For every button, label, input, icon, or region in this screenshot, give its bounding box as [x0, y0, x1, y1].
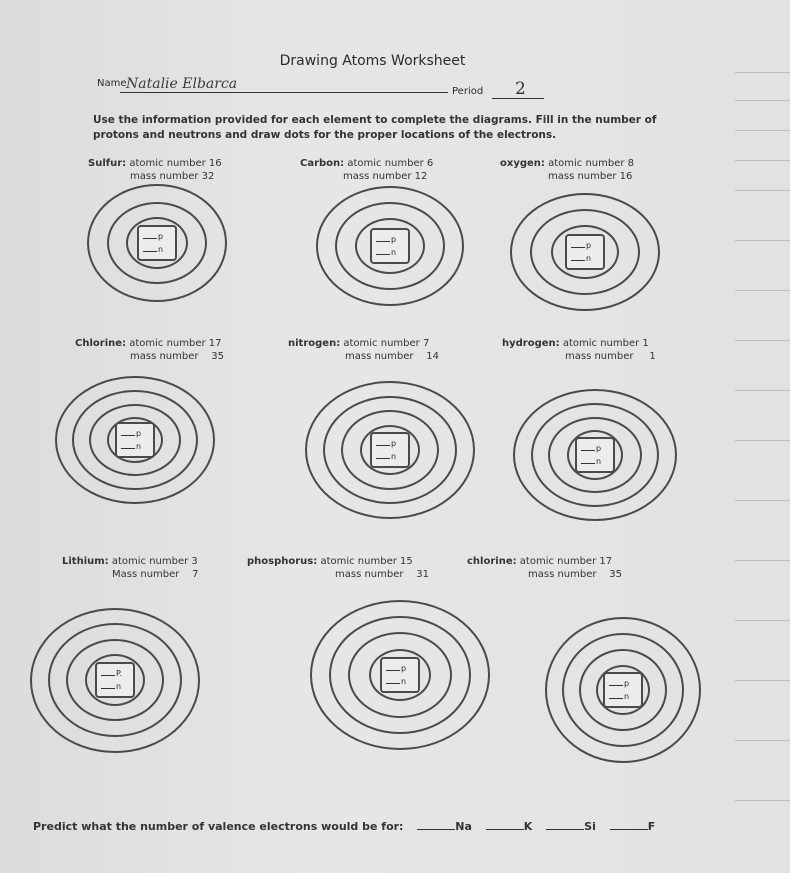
protons-label: P. [116, 669, 123, 678]
period-label: Period [452, 86, 484, 97]
element-name: phosphorus: [247, 556, 318, 567]
neutrons-label: n [596, 457, 602, 466]
element-k: K [523, 820, 533, 833]
element-name: Sulfur: [88, 158, 127, 169]
mass-number: mass number 12 [343, 171, 428, 182]
answer-blank-k[interactable] [486, 829, 524, 830]
neutrons-label: n [136, 442, 142, 451]
protons-blank[interactable] [376, 445, 390, 446]
atomic-number: atomic number 17 [519, 556, 613, 567]
answer-blank-f[interactable] [610, 829, 648, 830]
atomic-number: atomic number 6 [347, 158, 434, 169]
protons-blank[interactable] [581, 450, 595, 451]
neutrons-label: n [391, 248, 397, 257]
nucleus-box [370, 432, 410, 468]
neutrons-label: n [624, 692, 630, 701]
nucleus-box [575, 437, 615, 473]
atomic-number: atomic number 7 [343, 338, 430, 349]
atomic-number: atomic number 17 [129, 338, 222, 349]
protons-blank[interactable] [571, 247, 585, 248]
element-name: hydrogen: [502, 338, 560, 349]
neutrons-label: n [401, 677, 407, 686]
element-info [247, 555, 429, 581]
prediction-prompt: Predict what the number of valence electrons would be for: [33, 820, 404, 833]
mass-number: Mass number 7 [112, 569, 199, 580]
protons-label: p [596, 444, 602, 453]
element-si: Si [584, 820, 596, 833]
atomic-number: atomic number 3 [111, 556, 198, 567]
answer-blank-na[interactable] [417, 829, 455, 830]
protons-blank[interactable] [101, 675, 115, 676]
element-info [62, 555, 198, 581]
atomic-number: atomic number 16 [129, 158, 222, 169]
neutrons-blank[interactable] [609, 698, 623, 699]
element-name: nitrogen: [288, 338, 341, 349]
element-name: Chlorine: [75, 338, 127, 349]
mass-number: mass number 14 [345, 351, 439, 362]
name-label: Name [97, 78, 127, 89]
nucleus-box [603, 672, 643, 708]
protons-label: p [401, 664, 407, 673]
element-info [300, 157, 433, 183]
element-name: Carbon: [300, 158, 345, 169]
protons-label: p [136, 429, 142, 438]
protons-blank[interactable] [609, 685, 623, 686]
element-info [500, 157, 634, 183]
protons-label: p [391, 439, 397, 448]
nucleus-box [95, 662, 135, 698]
element-info [288, 337, 439, 363]
element-info [502, 337, 656, 363]
mass-number: mass number 16 [548, 171, 633, 182]
protons-blank[interactable] [143, 238, 157, 239]
period-field[interactable]: 2 [515, 79, 526, 99]
neutrons-blank[interactable] [581, 463, 595, 464]
element-info [75, 337, 222, 363]
instructions: Use the information provided for each element to complete the diagrams. Fill in the number of protons and neutrons and draw dots for the proper locations of the electrons. [93, 114, 657, 141]
nucleus-box [565, 234, 605, 270]
mass-number: mass number 32 [130, 171, 215, 182]
nucleus-box [380, 657, 420, 693]
worksheet-title: Drawing Atoms Worksheet [279, 53, 466, 69]
atomic-number: atomic number 15 [320, 556, 413, 567]
element-name: oxygen: [500, 158, 545, 169]
mass-number: mass number 35 [130, 351, 224, 362]
neutrons-label: n [116, 682, 122, 691]
neutrons-label: n [586, 254, 592, 263]
neutrons-blank[interactable] [386, 683, 400, 684]
neutrons-blank[interactable] [376, 254, 390, 255]
neutrons-blank[interactable] [101, 688, 115, 689]
protons-label: p [624, 679, 630, 688]
atomic-number: atomic number 1 [562, 338, 649, 349]
neutrons-blank[interactable] [376, 458, 390, 459]
element-name: Lithium: [62, 556, 109, 567]
neutrons-blank[interactable] [571, 260, 585, 261]
mass-number: mass number 35 [528, 569, 622, 580]
element-na: Na [455, 820, 472, 833]
name-line [120, 92, 448, 93]
protons-blank[interactable] [376, 241, 390, 242]
element-f: F [647, 820, 656, 833]
name-field[interactable]: Natalie Elbarca [126, 76, 238, 92]
element-info [467, 555, 622, 581]
element-name: chlorine: [467, 556, 517, 567]
mass-number: mass number 1 [565, 351, 656, 362]
protons-label: p [586, 241, 592, 250]
element-info [88, 157, 222, 183]
protons-label: p [158, 232, 164, 241]
atomic-number: atomic number 8 [548, 158, 635, 169]
neutrons-label: n [158, 245, 164, 254]
protons-blank[interactable] [121, 435, 135, 436]
neutrons-blank[interactable] [121, 448, 135, 449]
nucleus-box [137, 225, 177, 261]
valence-prediction [33, 820, 655, 833]
neutrons-label: n [391, 452, 397, 461]
protons-blank[interactable] [386, 670, 400, 671]
nucleus-box [370, 228, 410, 264]
protons-label: p [391, 235, 397, 244]
answer-blank-si[interactable] [546, 829, 584, 830]
neutrons-blank[interactable] [143, 251, 157, 252]
nucleus-box [115, 422, 155, 458]
mass-number: mass number 31 [335, 569, 429, 580]
